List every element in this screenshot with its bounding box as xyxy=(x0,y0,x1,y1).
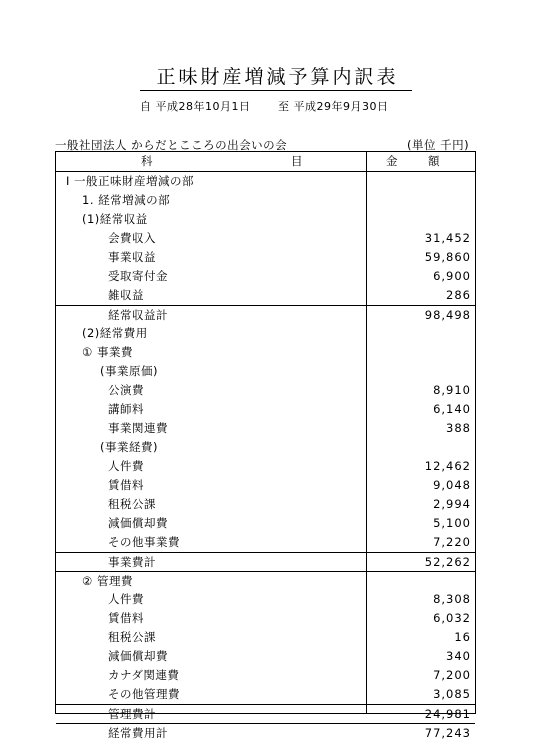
table-row xyxy=(56,248,475,267)
table-row xyxy=(56,571,475,591)
table-row xyxy=(56,590,475,609)
row-amount: 2,994 xyxy=(433,497,471,511)
row-label: 租税公課 xyxy=(108,497,156,511)
header-item-char-2: 目 xyxy=(291,154,303,168)
row-label: 租税公課 xyxy=(108,630,156,644)
row-label: 公演費 xyxy=(108,383,144,397)
row-amount: 59,860 xyxy=(424,250,471,264)
table-row xyxy=(56,552,475,572)
table-row xyxy=(56,362,475,381)
document-title: 正味財産増減予算内訳表 xyxy=(156,66,399,88)
row-amount: 8,308 xyxy=(433,592,471,606)
row-amount: 286 xyxy=(446,288,471,302)
table-header xyxy=(56,152,475,172)
row-label: 減価償却費 xyxy=(108,649,168,663)
row-label: 人件費 xyxy=(108,592,144,606)
row-amount: 3,085 xyxy=(433,687,471,701)
row-amount: 7,200 xyxy=(433,668,471,682)
table-row xyxy=(56,210,475,229)
header-item-char-1: 科 xyxy=(141,154,153,168)
table-row xyxy=(56,628,475,647)
table-row xyxy=(56,229,475,248)
row-amount: 5,100 xyxy=(433,516,471,530)
title-underline xyxy=(140,90,412,91)
row-amount: 8,910 xyxy=(433,383,471,397)
table-row xyxy=(56,343,475,362)
row-label: 減価償却費 xyxy=(108,516,168,530)
table-row xyxy=(56,438,475,457)
row-amount: 24,981 xyxy=(424,707,471,721)
row-amount: 77,243 xyxy=(424,726,471,740)
row-amount: 6,032 xyxy=(433,611,471,625)
row-label: カナダ関連費 xyxy=(108,668,180,682)
row-label: 経常収益計 xyxy=(108,308,168,322)
row-label: ② 管理費 xyxy=(82,574,133,588)
table-row xyxy=(56,286,475,305)
row-label: ① 事業費 xyxy=(82,345,133,359)
table-row xyxy=(56,609,475,628)
row-label: 人件費 xyxy=(108,459,144,473)
row-label: 経常費用計 xyxy=(108,726,168,740)
row-amount: 340 xyxy=(446,649,471,663)
row-label: (事業経費) xyxy=(100,440,158,454)
row-label: (2)経常費用 xyxy=(82,326,148,340)
table-row xyxy=(56,457,475,476)
row-label: 事業収益 xyxy=(108,250,156,264)
row-label: 事業費計 xyxy=(108,555,156,569)
table-row xyxy=(56,476,475,495)
table-row xyxy=(56,324,475,343)
row-label: 賃借料 xyxy=(108,611,144,625)
header-amount-char-2: 額 xyxy=(428,154,440,168)
row-amount: 12,462 xyxy=(424,459,471,473)
row-amount: 6,900 xyxy=(433,269,471,283)
table-row xyxy=(56,704,475,724)
table-row xyxy=(56,191,475,210)
row-label: その他事業費 xyxy=(108,535,180,549)
row-label: 受取寄付金 xyxy=(108,269,168,283)
row-label: 会費収入 xyxy=(108,231,156,245)
table-row xyxy=(56,381,475,400)
table-row xyxy=(56,647,475,666)
header-amount-char-1: 金 xyxy=(386,154,398,168)
row-label: 1. 経常増減の部 xyxy=(82,193,171,207)
row-amount: 98,498 xyxy=(424,308,471,322)
row-label: (1)経常収益 xyxy=(82,212,148,226)
period-from: 自 平成28年10月1日 xyxy=(140,100,251,113)
row-amount: 7,220 xyxy=(433,535,471,549)
table-row xyxy=(56,514,475,533)
row-label: 賃借料 xyxy=(108,478,144,492)
unit-note: (単位 千円) xyxy=(407,138,470,152)
period-to: 至 平成29年9月30日 xyxy=(278,100,389,113)
row-amount: 31,452 xyxy=(424,231,471,245)
table-row xyxy=(56,533,475,552)
table-row xyxy=(56,666,475,685)
table-row xyxy=(56,172,475,191)
budget-table xyxy=(55,151,476,740)
table-row xyxy=(56,723,475,743)
table-row xyxy=(56,419,475,438)
table-row xyxy=(56,685,475,704)
row-label: (事業原価) xyxy=(100,364,158,378)
row-label: 事業関連費 xyxy=(108,421,168,435)
row-label: 講師料 xyxy=(108,402,144,416)
row-label: 雑収益 xyxy=(108,288,144,302)
row-label: I 一般正味財産増減の部 xyxy=(66,174,195,188)
row-amount: 6,140 xyxy=(433,402,471,416)
row-amount: 9,048 xyxy=(433,478,471,492)
row-amount: 16 xyxy=(454,630,471,644)
table-row xyxy=(56,495,475,514)
row-amount: 388 xyxy=(446,421,471,435)
table-row xyxy=(56,267,475,286)
row-label: 管理費計 xyxy=(108,707,156,721)
row-label: その他管理費 xyxy=(108,687,180,701)
table-row xyxy=(56,305,475,325)
table-row xyxy=(56,400,475,419)
row-amount: 52,262 xyxy=(424,555,471,569)
organization-name: 一般社団法人 からだとこころの出会いの会 xyxy=(55,138,288,152)
